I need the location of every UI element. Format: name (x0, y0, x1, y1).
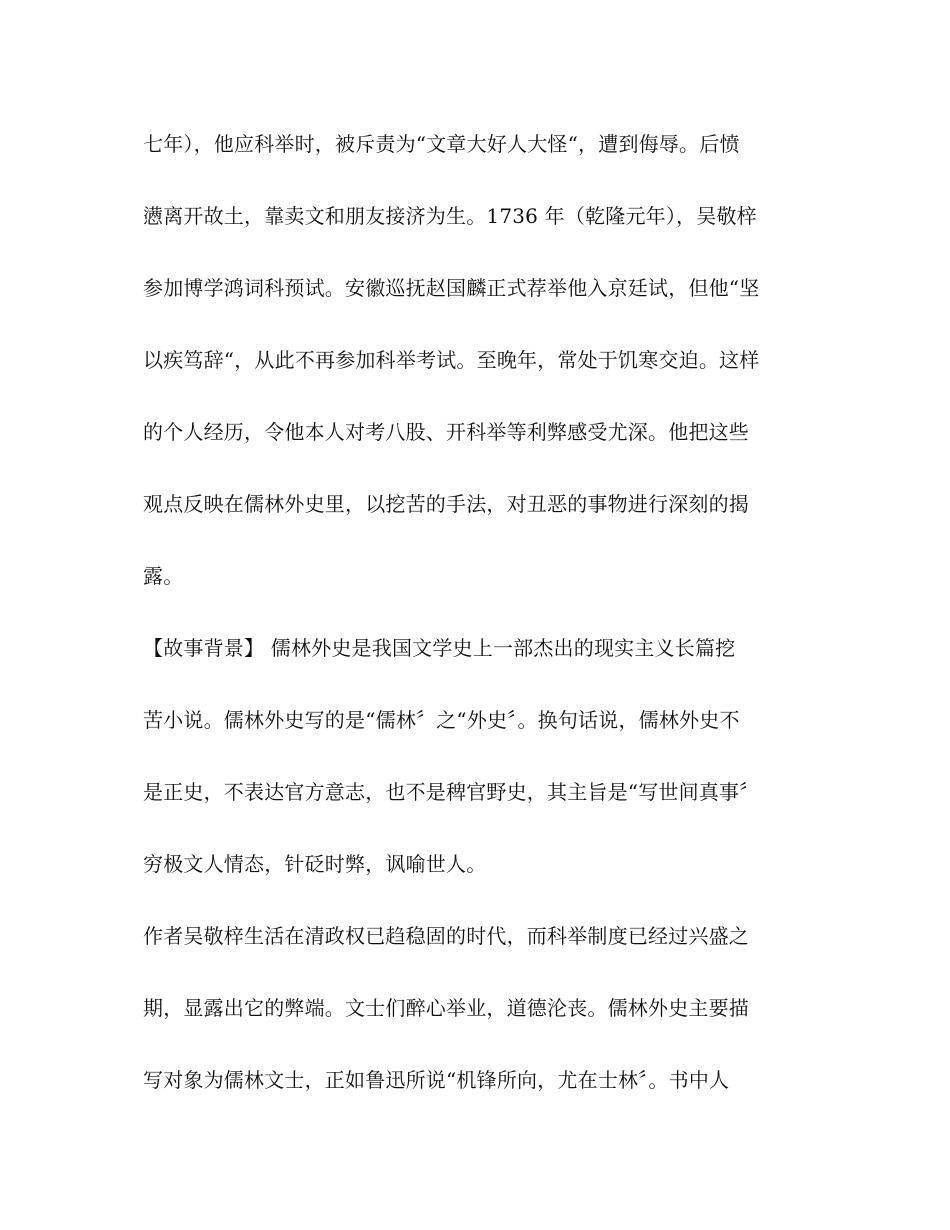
text-line: 作者吴敬梓生活在清政权已趋稳固的时代，而科举制度已经过兴盛之 (143, 924, 749, 948)
text-line: 穷极文人情态，针砭时弊，讽喻世人。 (143, 852, 487, 876)
text-line: 【故事背景】 儒林外史是我国文学史上一部杰出的现实主义长篇挖 (143, 636, 736, 660)
text-line: 七年），他应科举时，被斥责为“文章大好人大怪“，遭到侮辱。后愤 (143, 132, 740, 156)
text-line: 懑离开故土，靠卖文和朋友接济为生。1736 年（乾隆元年），吴敬梓 (143, 204, 757, 228)
text-line: 苦小说。儒林外史写的是“儒林〞之“外史〞。换句话说，儒林外史不 (143, 708, 740, 732)
text-line: 写对象为儒林文士，正如鲁迅所说“机锋所向，尤在士林〞。书中人 (143, 1068, 730, 1092)
text-line: 以疾笃辞“，从此不再参加科举考试。至晚年，常处于饥寒交迫。这样 (143, 348, 760, 372)
text-line: 观点反映在儒林外史里，以挖苦的手法，对丑恶的事物进行深刻的揭 (143, 492, 749, 516)
text-line: 是正史，不表达官方意志，也不是稗官野史，其主旨是“写世间真事〞 (143, 780, 760, 804)
text-line: 的个人经历，令他本人对考八股、开科举等利弊感受尤深。他把这些 (143, 420, 749, 444)
text-line: 参加博学鸿词科预试。安徽巡抚赵国麟正式荐举他入京廷试，但他“坚 (143, 276, 760, 300)
text-line: 期，显露出它的弊端。文士们醉心举业，道德沦丧。儒林外史主要描 (143, 996, 749, 1020)
text-line: 露。 (143, 564, 184, 588)
